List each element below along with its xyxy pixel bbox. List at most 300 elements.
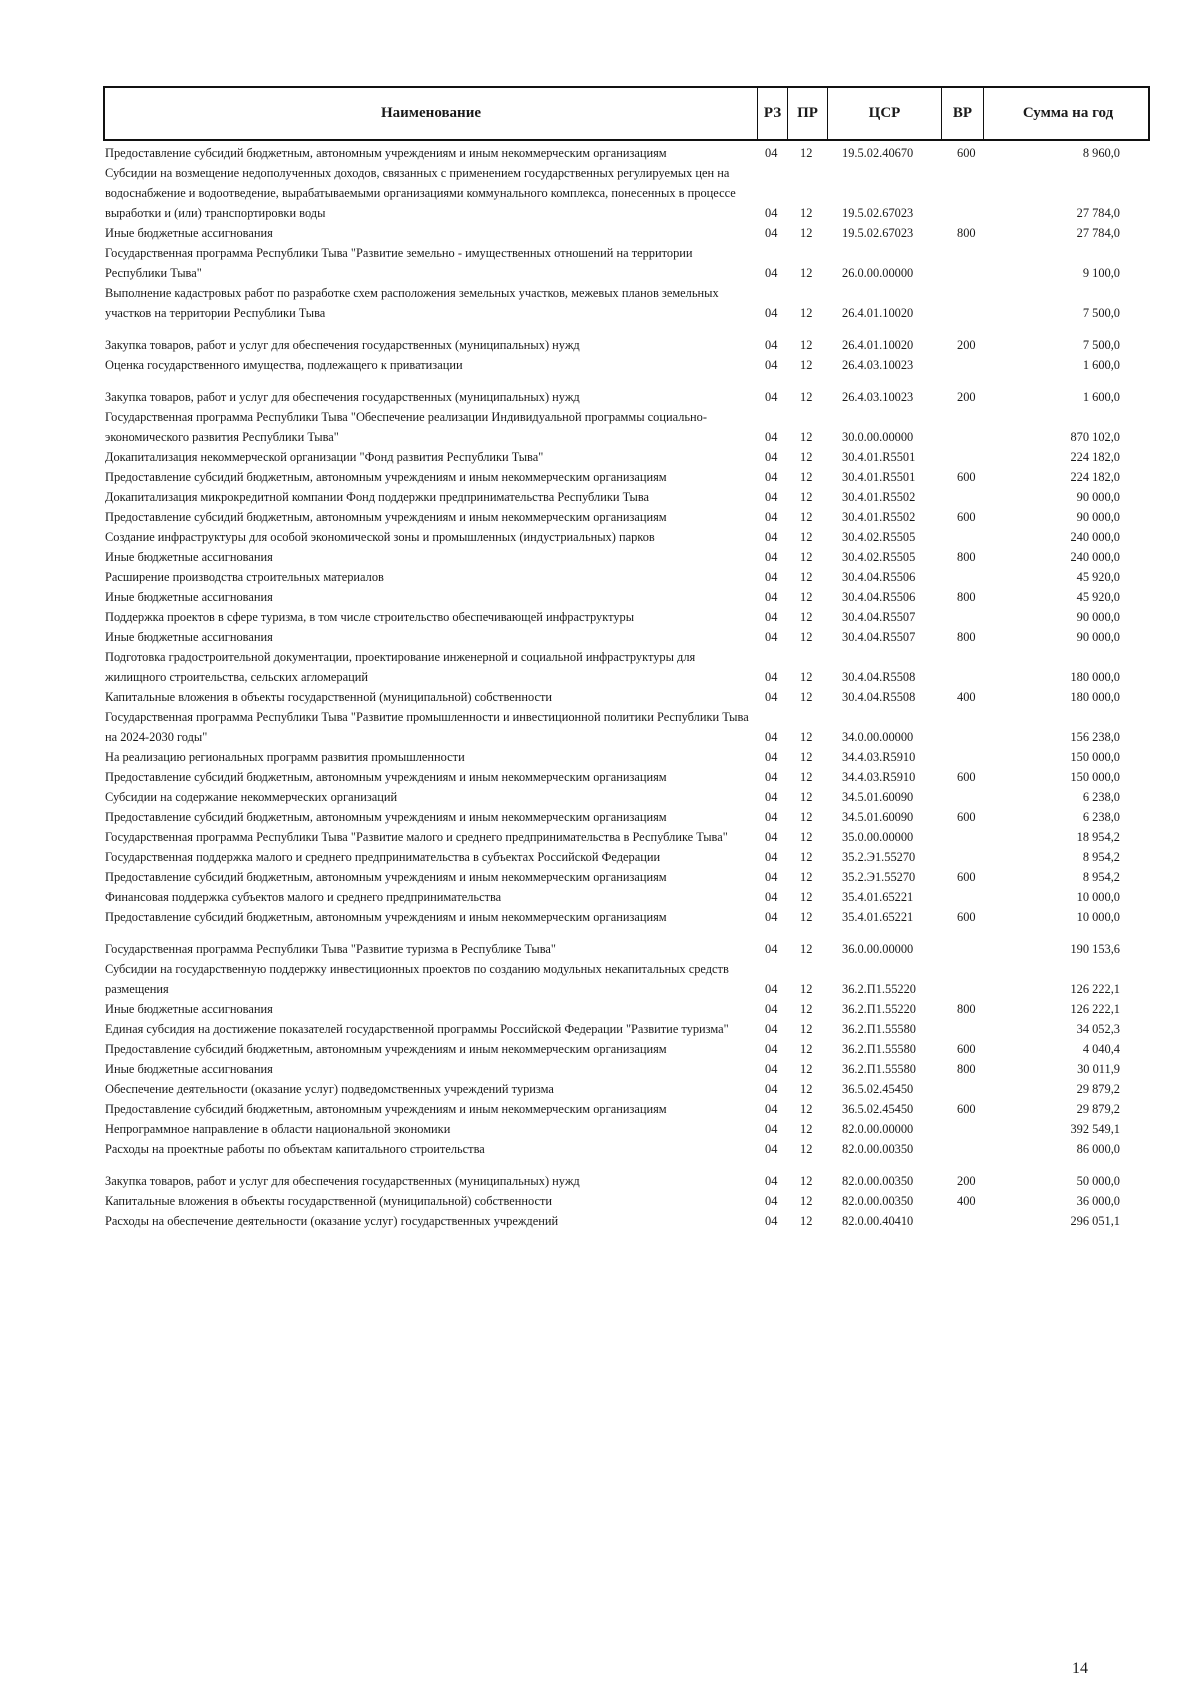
row-vr — [957, 355, 1002, 375]
page-number: 14 — [1072, 1660, 1088, 1677]
row-pr: 12 — [800, 770, 813, 784]
row-vr — [957, 707, 1002, 747]
row-vr — [957, 1211, 1002, 1231]
row-pr: 12 — [800, 530, 813, 544]
row-sum: 10 000,0 — [1076, 890, 1120, 904]
row-vr — [957, 747, 1002, 767]
table-row — [105, 1191, 1150, 1211]
row-name: Закупка товаров, работ и услуг для обеспечения государственных (муниципальных) нужд — [105, 338, 580, 352]
row-vr: 800 — [957, 1002, 976, 1016]
row-pr: 12 — [800, 670, 813, 684]
table-row — [105, 787, 1150, 807]
table-row — [105, 447, 1150, 467]
row-vr — [957, 1079, 1002, 1099]
row-pr: 12 — [800, 206, 813, 220]
table-row — [105, 627, 1150, 647]
row-sum: 30 011,9 — [1077, 1062, 1120, 1076]
row-csr: 30.4.04.R5507 — [842, 630, 916, 644]
row-pr: 12 — [800, 266, 813, 280]
row-csr: 26.4.03.10023 — [842, 390, 914, 404]
row-name: Государственная поддержка малого и среднего предпринимательства в субъектах Российской Федерации — [105, 850, 661, 864]
row-sum: 224 182,0 — [1070, 450, 1120, 464]
row-vr — [957, 887, 1002, 907]
row-name: Капитальные вложения в объекты государственной (муниципальной) собственности — [105, 690, 553, 704]
row-vr — [957, 447, 1002, 467]
row-vr: 200 — [957, 338, 976, 352]
row-rz: 04 — [765, 358, 778, 372]
row-sum: 34 052,3 — [1076, 1022, 1120, 1036]
row-csr: 36.0.00.00000 — [842, 942, 914, 956]
row-name: Государственная программа Республики Тыва "Обеспечение реализации Индивидуальной программы социально-экономического развития Республики Тыва" — [105, 410, 707, 444]
row-pr: 12 — [800, 910, 813, 924]
row-rz: 04 — [765, 390, 778, 404]
row-pr: 12 — [800, 850, 813, 864]
row-sum: 8 954,2 — [1082, 870, 1120, 884]
row-pr: 12 — [800, 630, 813, 644]
row-rz: 04 — [765, 206, 778, 220]
row-pr: 12 — [800, 550, 813, 564]
row-csr: 36.5.02.45450 — [842, 1082, 914, 1096]
row-rz: 04 — [765, 1142, 778, 1156]
row-sum: 126 222,1 — [1070, 982, 1120, 996]
row-rz: 04 — [765, 982, 778, 996]
row-vr: 200 — [957, 1174, 976, 1188]
row-vr: 800 — [957, 226, 976, 240]
row-csr: 35.4.01.65221 — [842, 910, 914, 924]
row-pr: 12 — [800, 1214, 813, 1228]
row-pr: 12 — [800, 870, 813, 884]
row-sum: 8 960,0 — [1082, 146, 1120, 160]
row-name: Предоставление субсидий бюджетным, автономным учреждениям и иным некоммерческим организациям — [105, 510, 667, 524]
row-vr — [957, 163, 1002, 223]
row-spacer — [105, 323, 1150, 335]
row-rz: 04 — [765, 1042, 778, 1056]
row-pr: 12 — [800, 1062, 813, 1076]
table-row — [105, 807, 1150, 827]
row-rz: 04 — [765, 530, 778, 544]
row-name: Государственная программа Республики Тыва "Развитие туризма в Республике Тыва" — [105, 942, 556, 956]
row-name: Финансовая поддержка субъектов малого и среднего предпринимательства — [105, 890, 502, 904]
row-rz: 04 — [765, 630, 778, 644]
row-spacer — [105, 375, 1150, 387]
row-rz: 04 — [765, 690, 778, 704]
row-csr: 82.0.00.40410 — [842, 1214, 914, 1228]
table-row — [105, 223, 1150, 243]
row-sum: 9 100,0 — [1082, 266, 1120, 280]
row-pr: 12 — [800, 358, 813, 372]
row-pr: 12 — [800, 570, 813, 584]
row-vr: 600 — [957, 910, 976, 924]
row-csr: 30.4.04.R5507 — [842, 610, 916, 624]
table-row — [105, 163, 1150, 223]
table-row — [105, 1079, 1150, 1099]
row-vr — [957, 787, 1002, 807]
row-pr: 12 — [800, 470, 813, 484]
row-vr: 800 — [957, 590, 976, 604]
row-name: Иные бюджетные ассигнования — [105, 226, 273, 240]
table-row — [105, 567, 1150, 587]
row-pr: 12 — [800, 306, 813, 320]
row-sum: 27 784,0 — [1076, 226, 1120, 240]
row-csr: 36.2.П1.55220 — [842, 1002, 916, 1016]
row-sum: 50 000,0 — [1076, 1174, 1120, 1188]
table-row — [105, 847, 1150, 867]
row-name: Предоставление субсидий бюджетным, автономным учреждениям и иным некоммерческим организациям — [105, 870, 667, 884]
row-vr — [957, 1119, 1002, 1139]
row-name: Докапитализация некоммерческой организации "Фонд развития Республики Тыва" — [105, 450, 544, 464]
row-rz: 04 — [765, 670, 778, 684]
row-name: Предоставление субсидий бюджетным, автономным учреждениям и иным некоммерческим организациям — [105, 1102, 667, 1116]
row-vr: 600 — [957, 470, 976, 484]
row-name: Расходы на проектные работы по объектам капитального строительства — [105, 1142, 485, 1156]
row-rz: 04 — [765, 338, 778, 352]
row-csr: 36.2.П1.55220 — [842, 982, 916, 996]
row-sum: 6 238,0 — [1082, 790, 1120, 804]
table-row — [105, 1171, 1150, 1191]
table-row — [105, 867, 1150, 887]
table-row — [105, 143, 1150, 163]
row-rz: 04 — [765, 1214, 778, 1228]
row-sum: 45 920,0 — [1076, 590, 1120, 604]
row-sum: 180 000,0 — [1070, 690, 1120, 704]
row-sum: 4 040,4 — [1082, 1042, 1120, 1056]
row-pr: 12 — [800, 1042, 813, 1056]
header-rz: РЗ — [757, 88, 787, 139]
row-name: Государственная программа Республики Тыва "Развитие промышленности и инвестиционной политики Республики Тыва на 2024-2030 годы" — [105, 710, 749, 744]
table-row — [105, 335, 1150, 355]
row-rz: 04 — [765, 490, 778, 504]
row-rz: 04 — [765, 750, 778, 764]
row-sum: 18 954,2 — [1076, 830, 1120, 844]
row-sum: 1 600,0 — [1082, 390, 1120, 404]
table-row — [105, 907, 1150, 927]
row-pr: 12 — [800, 730, 813, 744]
row-csr: 34.5.01.60090 — [842, 810, 914, 824]
row-sum: 29 879,2 — [1076, 1102, 1120, 1116]
table-row — [105, 999, 1150, 1019]
row-name: Подготовка градостроительной документации, проектирование инженерной и социальной инфраструктуры для жилищного строительства, сельских агломераций — [105, 650, 696, 684]
row-rz: 04 — [765, 870, 778, 884]
row-pr: 12 — [800, 390, 813, 404]
row-rz: 04 — [765, 810, 778, 824]
row-csr: 26.4.03.10023 — [842, 358, 914, 372]
row-csr: 35.2.Э1.55270 — [842, 870, 916, 884]
row-csr: 19.5.02.67023 — [842, 206, 914, 220]
row-csr: 19.5.02.67023 — [842, 226, 914, 240]
row-name: Оценка государственного имущества, подлежащего к приватизации — [105, 358, 463, 372]
row-sum: 392 549,1 — [1070, 1122, 1120, 1136]
row-sum: 45 920,0 — [1076, 570, 1120, 584]
row-rz: 04 — [765, 1194, 778, 1208]
row-pr: 12 — [800, 590, 813, 604]
row-csr: 34.4.03.R5910 — [842, 750, 916, 764]
row-csr: 26.0.00.00000 — [842, 266, 914, 280]
row-vr: 600 — [957, 146, 976, 160]
row-name: Иные бюджетные ассигнования — [105, 550, 273, 564]
row-rz: 04 — [765, 830, 778, 844]
row-csr: 35.0.00.00000 — [842, 830, 914, 844]
row-pr: 12 — [800, 830, 813, 844]
table-row — [105, 939, 1150, 959]
table-row — [105, 607, 1150, 627]
row-sum: 126 222,1 — [1070, 1002, 1120, 1016]
table-row — [105, 827, 1150, 847]
row-csr: 19.5.02.40670 — [842, 146, 914, 160]
row-name: Предоставление субсидий бюджетным, автономным учреждениям и иным некоммерческим организациям — [105, 770, 667, 784]
row-vr — [957, 1139, 1002, 1159]
row-vr: 400 — [957, 1194, 976, 1208]
row-vr — [957, 1019, 1002, 1039]
row-rz: 04 — [765, 1082, 778, 1096]
row-pr: 12 — [800, 490, 813, 504]
row-vr: 800 — [957, 550, 976, 564]
row-vr — [957, 607, 1002, 627]
table-row — [105, 547, 1150, 567]
row-sum: 150 000,0 — [1070, 750, 1120, 764]
row-vr: 600 — [957, 870, 976, 884]
row-name: Государственная программа Республики Тыва "Развитие малого и среднего предпринимательства в Республике Тыва" — [105, 830, 728, 844]
row-csr: 30.4.01.R5502 — [842, 490, 916, 504]
table-row — [105, 355, 1150, 375]
header-sum: Сумма на год — [983, 88, 1152, 139]
row-pr: 12 — [800, 146, 813, 160]
row-pr: 12 — [800, 610, 813, 624]
row-vr: 600 — [957, 510, 976, 524]
table-row — [105, 1039, 1150, 1059]
row-csr: 30.4.01.R5501 — [842, 470, 916, 484]
row-csr: 30.4.04.R5508 — [842, 670, 916, 684]
row-csr: 82.0.00.00000 — [842, 1122, 914, 1136]
row-vr — [957, 487, 1002, 507]
row-name: На реализацию региональных программ развития промышленности — [105, 750, 465, 764]
row-sum: 90 000,0 — [1076, 610, 1120, 624]
table-row — [105, 959, 1150, 999]
row-csr: 34.5.01.60090 — [842, 790, 914, 804]
row-spacer — [105, 927, 1150, 939]
table-row — [105, 527, 1150, 547]
row-vr — [957, 959, 1002, 999]
row-csr: 35.4.01.65221 — [842, 890, 914, 904]
row-sum: 180 000,0 — [1070, 670, 1120, 684]
row-rz: 04 — [765, 790, 778, 804]
row-rz: 04 — [765, 450, 778, 464]
row-pr: 12 — [800, 1174, 813, 1188]
row-sum: 90 000,0 — [1076, 510, 1120, 524]
row-rz: 04 — [765, 850, 778, 864]
row-csr: 36.2.П1.55580 — [842, 1042, 916, 1056]
row-name: Расширение производства строительных материалов — [105, 570, 384, 584]
row-pr: 12 — [800, 226, 813, 240]
row-vr — [957, 243, 1002, 283]
table-row — [105, 387, 1150, 407]
row-csr: 30.4.01.R5502 — [842, 510, 916, 524]
row-name: Субсидии на возмещение недополученных доходов, связанных с применением государственных регулируемых цен на водоснабжение и водоотведение, вырабатываемыми организациями коммунального комплекса, понесенных в процессе выработки и (или) транспортировки воды — [105, 166, 736, 220]
table-body — [105, 143, 1150, 1231]
row-pr: 12 — [800, 1102, 813, 1116]
row-rz: 04 — [765, 890, 778, 904]
row-pr: 12 — [800, 690, 813, 704]
row-name: Иные бюджетные ассигнования — [105, 1062, 273, 1076]
row-vr: 200 — [957, 390, 976, 404]
row-csr: 36.2.П1.55580 — [842, 1022, 916, 1036]
row-sum: 10 000,0 — [1076, 910, 1120, 924]
row-sum: 190 153,6 — [1070, 942, 1120, 956]
row-name: Государственная программа Республики Тыва "Развитие земельно - имущественных отношений на территории Республики Тыва" — [105, 246, 693, 280]
table-row — [105, 707, 1150, 747]
row-rz: 04 — [765, 770, 778, 784]
row-rz: 04 — [765, 610, 778, 624]
row-sum: 29 879,2 — [1076, 1082, 1120, 1096]
table-row — [105, 467, 1150, 487]
row-sum: 90 000,0 — [1076, 490, 1120, 504]
header-pr: ПР — [787, 88, 827, 139]
row-sum: 224 182,0 — [1070, 470, 1120, 484]
row-pr: 12 — [800, 338, 813, 352]
table-row — [105, 407, 1150, 447]
table-row — [105, 1019, 1150, 1039]
row-rz: 04 — [765, 510, 778, 524]
row-name: Обеспечение деятельности (оказание услуг) подведомственных учреждений туризма — [105, 1082, 554, 1096]
row-name: Закупка товаров, работ и услуг для обеспечения государственных (муниципальных) нужд — [105, 1174, 580, 1188]
row-vr: 600 — [957, 1102, 976, 1116]
row-sum: 8 954,2 — [1082, 850, 1120, 864]
row-rz: 04 — [765, 942, 778, 956]
table-row — [105, 747, 1150, 767]
row-csr: 82.0.00.00350 — [842, 1194, 914, 1208]
row-rz: 04 — [765, 1122, 778, 1136]
row-sum: 1 600,0 — [1082, 358, 1120, 372]
row-pr: 12 — [800, 810, 813, 824]
row-csr: 82.0.00.00350 — [842, 1174, 914, 1188]
row-pr: 12 — [800, 1002, 813, 1016]
row-vr — [957, 407, 1002, 447]
row-name: Докапитализация микрокредитной компании Фонд поддержки предпринимательства Республики Тыва — [105, 490, 650, 504]
row-name: Предоставление субсидий бюджетным, автономным учреждениям и иным некоммерческим организациям — [105, 810, 667, 824]
table-row — [105, 283, 1150, 323]
row-rz: 04 — [765, 1002, 778, 1016]
row-rz: 04 — [765, 1022, 778, 1036]
row-rz: 04 — [765, 306, 778, 320]
row-name: Предоставление субсидий бюджетным, автономным учреждениям и иным некоммерческим организациям — [105, 910, 667, 924]
row-name: Выполнение кадастровых работ по разработке схем расположения земельных участков, межевых планов земельных участков на территории Республики Тыва — [105, 286, 719, 320]
row-sum: 6 238,0 — [1082, 810, 1120, 824]
row-pr: 12 — [800, 430, 813, 444]
row-sum: 150 000,0 — [1070, 770, 1120, 784]
row-sum: 296 051,1 — [1070, 1214, 1120, 1228]
table-row — [105, 1059, 1150, 1079]
row-pr: 12 — [800, 1122, 813, 1136]
row-csr: 30.4.04.R5508 — [842, 690, 916, 704]
row-rz: 04 — [765, 910, 778, 924]
row-sum: 7 500,0 — [1082, 338, 1120, 352]
row-pr: 12 — [800, 1194, 813, 1208]
row-pr: 12 — [800, 942, 813, 956]
row-vr: 800 — [957, 1062, 976, 1076]
header-csr: ЦСР — [827, 88, 941, 139]
row-sum: 27 784,0 — [1076, 206, 1120, 220]
row-name: Расходы на обеспечение деятельности (оказание услуг) государственных учреждений — [105, 1214, 559, 1228]
row-vr — [957, 283, 1002, 323]
row-vr: 800 — [957, 630, 976, 644]
table-row — [105, 1211, 1150, 1231]
row-name: Субсидии на содержание некоммерческих организаций — [105, 790, 398, 804]
row-vr — [957, 827, 1002, 847]
row-vr — [957, 847, 1002, 867]
row-pr: 12 — [800, 1082, 813, 1096]
header-name: Наименование — [381, 105, 481, 121]
table-row — [105, 587, 1150, 607]
table-row — [105, 487, 1150, 507]
table-row — [105, 767, 1150, 787]
row-pr: 12 — [800, 890, 813, 904]
row-sum: 240 000,0 — [1070, 550, 1120, 564]
row-pr: 12 — [800, 750, 813, 764]
row-rz: 04 — [765, 430, 778, 444]
row-vr — [957, 939, 1002, 959]
row-name: Создание инфраструктуры для особой экономической зоны и промышленных (индустриальных) парков — [105, 530, 655, 544]
row-name: Предоставление субсидий бюджетным, автономным учреждениям и иным некоммерческим организациям — [105, 146, 667, 160]
row-sum: 156 238,0 — [1070, 730, 1120, 744]
row-rz: 04 — [765, 550, 778, 564]
table-row — [105, 1119, 1150, 1139]
row-name: Предоставление субсидий бюджетным, автономным учреждениям и иным некоммерческим организациям — [105, 470, 667, 484]
row-name: Капитальные вложения в объекты государственной (муниципальной) собственности — [105, 1194, 553, 1208]
row-csr: 36.2.П1.55580 — [842, 1062, 916, 1076]
row-sum: 870 102,0 — [1070, 430, 1120, 444]
row-vr: 400 — [957, 690, 976, 704]
row-vr — [957, 647, 1002, 687]
row-rz: 04 — [765, 1102, 778, 1116]
row-name: Иные бюджетные ассигнования — [105, 630, 273, 644]
row-name: Поддержка проектов в сфере туризма, в том числе строительство обеспечивающей инфраструктуры — [105, 610, 635, 624]
row-vr: 600 — [957, 770, 976, 784]
row-rz: 04 — [765, 146, 778, 160]
row-pr: 12 — [800, 1022, 813, 1036]
row-rz: 04 — [765, 590, 778, 604]
row-rz: 04 — [765, 1062, 778, 1076]
row-rz: 04 — [765, 1174, 778, 1188]
row-sum: 86 000,0 — [1076, 1142, 1120, 1156]
table-row — [105, 1099, 1150, 1119]
row-sum: 240 000,0 — [1070, 530, 1120, 544]
row-sum: 90 000,0 — [1076, 630, 1120, 644]
row-csr: 34.4.03.R5910 — [842, 770, 916, 784]
table-row — [105, 243, 1150, 283]
row-name: Иные бюджетные ассигнования — [105, 1002, 273, 1016]
row-rz: 04 — [765, 226, 778, 240]
row-name: Субсидии на государственную поддержку инвестиционных проектов по созданию модульных некапитальных средств размещения — [105, 962, 729, 996]
row-pr: 12 — [800, 982, 813, 996]
row-name: Иные бюджетные ассигнования — [105, 590, 273, 604]
row-csr: 35.2.Э1.55270 — [842, 850, 916, 864]
row-spacer — [105, 1159, 1150, 1171]
row-vr: 600 — [957, 810, 976, 824]
row-sum: 36 000,0 — [1076, 1194, 1120, 1208]
table-row — [105, 1139, 1150, 1159]
row-name: Предоставление субсидий бюджетным, автономным учреждениям и иным некоммерческим организациям — [105, 1042, 667, 1056]
table-row — [105, 887, 1150, 907]
header-vr: ВР — [941, 88, 983, 139]
row-vr — [957, 567, 1002, 587]
row-csr: 82.0.00.00350 — [842, 1142, 914, 1156]
row-pr: 12 — [800, 510, 813, 524]
row-csr: 34.0.00.00000 — [842, 730, 914, 744]
row-csr: 30.4.02.R5505 — [842, 550, 916, 564]
table-row — [105, 507, 1150, 527]
table-header — [103, 86, 1150, 141]
row-rz: 04 — [765, 266, 778, 280]
table-row — [105, 687, 1150, 707]
